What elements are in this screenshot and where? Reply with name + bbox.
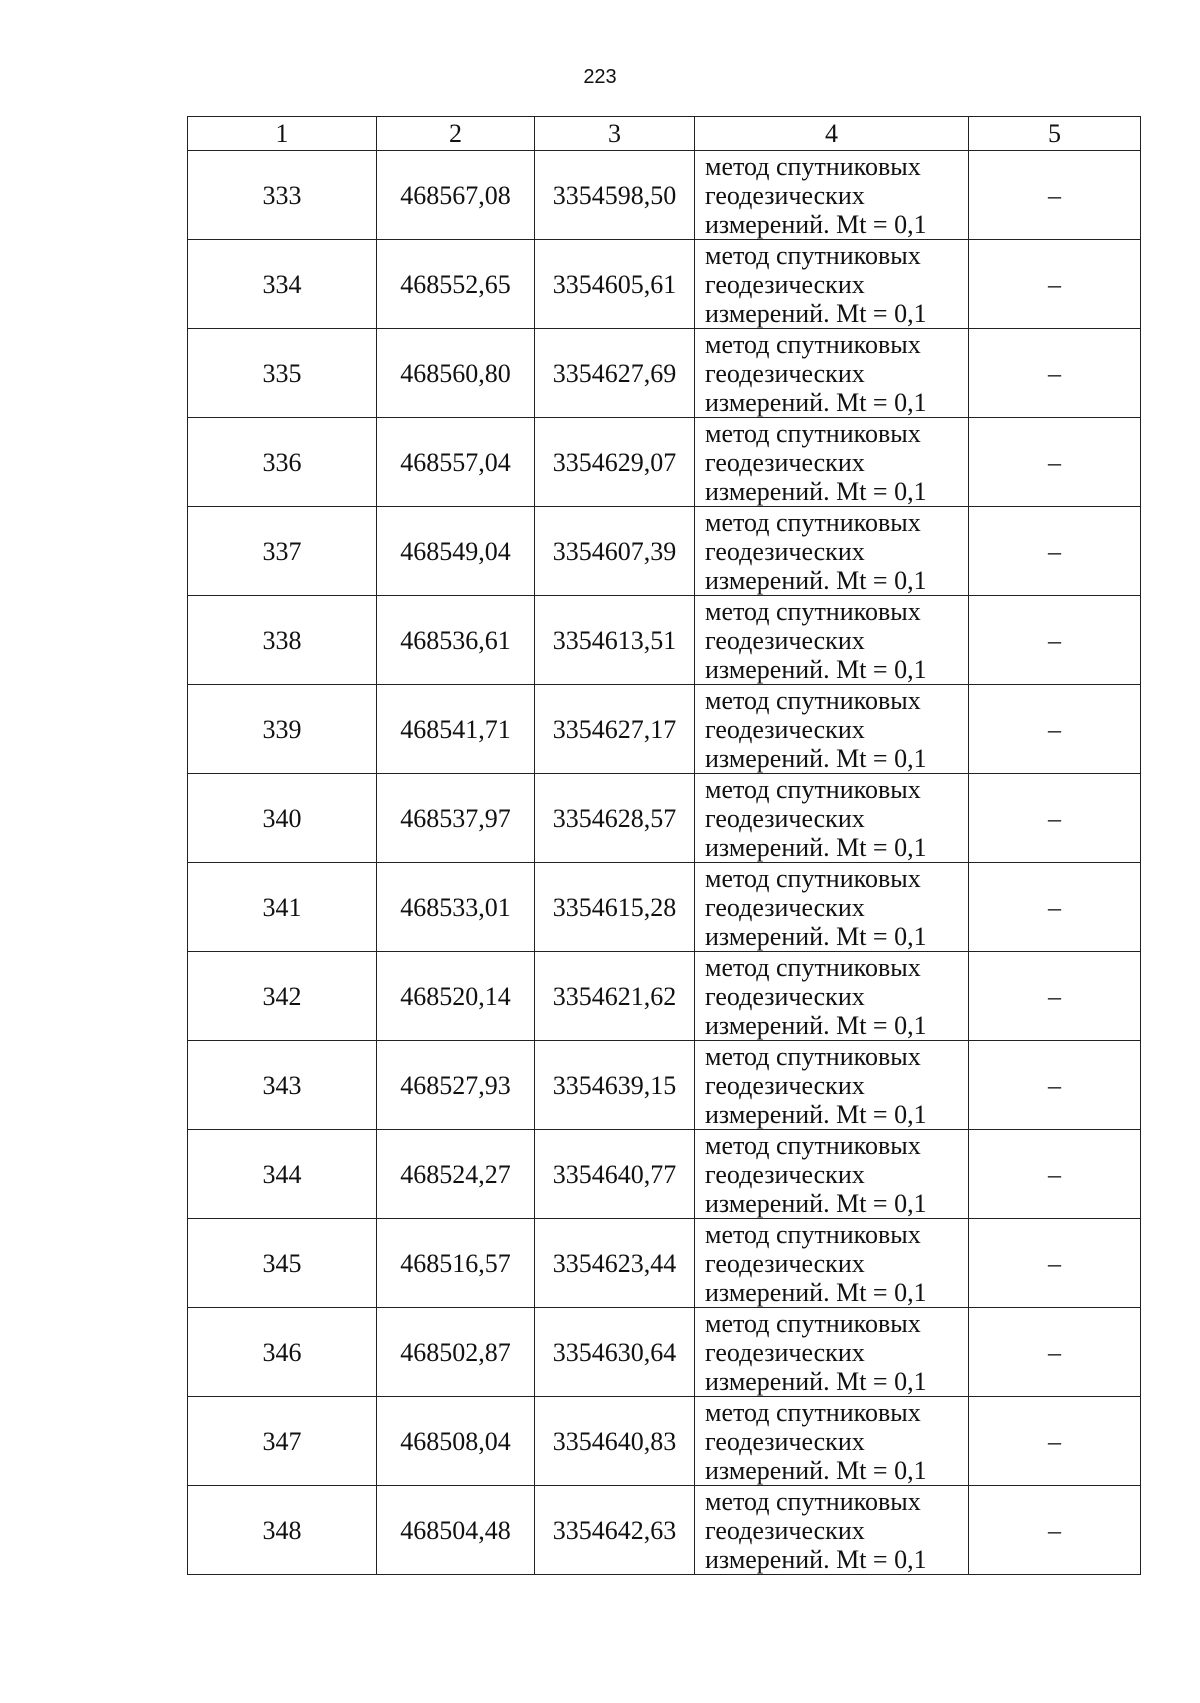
point-number-cell: 345 (188, 1219, 377, 1308)
point-number-cell: 334 (188, 240, 377, 329)
column-5-cell: – (969, 151, 1141, 240)
point-number-cell: 335 (188, 329, 377, 418)
x-coordinate-cell: 468508,04 (377, 1397, 535, 1486)
x-coordinate-cell: 468552,65 (377, 240, 535, 329)
table-row (188, 1130, 1141, 1219)
method-cell (695, 1130, 969, 1219)
x-coordinate-cell: 468524,27 (377, 1130, 535, 1219)
x-coordinate-cell: 468541,71 (377, 685, 535, 774)
column-5-cell: – (969, 1219, 1141, 1308)
point-number-cell: 344 (188, 1130, 377, 1219)
method-text-line: метод спутниковых (705, 240, 921, 270)
method-text-line: геодезических (705, 447, 865, 477)
method-text-line: метод спутниковых (705, 774, 921, 804)
table-row (188, 1308, 1141, 1397)
column-5-cell: – (969, 1308, 1141, 1397)
method-text-line: измерений. Mt = 0,1 (705, 209, 927, 239)
y-coordinate-cell: 3354639,15 (535, 1041, 695, 1130)
column-5-cell: – (969, 1486, 1141, 1575)
x-coordinate-cell: 468533,01 (377, 863, 535, 952)
method-cell (695, 1308, 969, 1397)
method-text-line: метод спутниковых (705, 1397, 921, 1427)
table-row (188, 151, 1141, 240)
method-text-line: геодезических (705, 803, 865, 833)
method-text-line: метод спутниковых (705, 418, 921, 448)
x-coordinate-cell: 468520,14 (377, 952, 535, 1041)
method-cell (695, 329, 969, 418)
method-text-line: метод спутниковых (705, 329, 921, 359)
y-coordinate-cell: 3354598,50 (535, 151, 695, 240)
x-coordinate-cell: 468537,97 (377, 774, 535, 863)
method-text-line: геодезических (705, 269, 865, 299)
method-text-line: измерений. Mt = 0,1 (705, 743, 927, 773)
x-coordinate-cell: 468567,08 (377, 151, 535, 240)
header-col-3: 3 (535, 117, 695, 151)
table-row (188, 863, 1141, 952)
method-cell (695, 418, 969, 507)
table-row (188, 1486, 1141, 1575)
y-coordinate-cell: 3354621,62 (535, 952, 695, 1041)
point-number-cell: 339 (188, 685, 377, 774)
method-cell (695, 507, 969, 596)
x-coordinate-cell: 468502,87 (377, 1308, 535, 1397)
y-coordinate-cell: 3354607,39 (535, 507, 695, 596)
method-text-line: метод спутниковых (705, 863, 921, 893)
point-number-cell: 348 (188, 1486, 377, 1575)
y-coordinate-cell: 3354630,64 (535, 1308, 695, 1397)
method-cell (695, 685, 969, 774)
method-text-line: геодезических (705, 536, 865, 566)
method-text-line: метод спутниковых (705, 1219, 921, 1249)
header-col-4: 4 (695, 117, 969, 151)
table-row (188, 1219, 1141, 1308)
method-text-line: измерений. Mt = 0,1 (705, 1455, 927, 1485)
table-row (188, 1397, 1141, 1486)
column-5-cell: – (969, 1041, 1141, 1130)
x-coordinate-cell: 468536,61 (377, 596, 535, 685)
method-text-line: метод спутниковых (705, 1041, 921, 1071)
y-coordinate-cell: 3354640,77 (535, 1130, 695, 1219)
method-text-line: метод спутниковых (705, 596, 921, 626)
x-coordinate-cell: 468560,80 (377, 329, 535, 418)
method-text-line: измерений. Mt = 0,1 (705, 1544, 927, 1574)
method-cell (695, 774, 969, 863)
column-5-cell: – (969, 329, 1141, 418)
point-number-cell: 340 (188, 774, 377, 863)
table-row (188, 507, 1141, 596)
column-5-cell: – (969, 952, 1141, 1041)
table-row (188, 774, 1141, 863)
point-number-cell: 343 (188, 1041, 377, 1130)
method-text-line: метод спутниковых (705, 151, 921, 181)
table-row (188, 596, 1141, 685)
method-text-line: измерений. Mt = 0,1 (705, 298, 927, 328)
method-text-line: измерений. Mt = 0,1 (705, 387, 927, 417)
method-cell (695, 596, 969, 685)
table-row (188, 329, 1141, 418)
method-text-line: геодезических (705, 1426, 865, 1456)
table-header (188, 117, 1141, 151)
method-text-line: геодезических (705, 1070, 865, 1100)
point-number-cell: 341 (188, 863, 377, 952)
table-row (188, 418, 1141, 507)
column-5-cell: – (969, 1397, 1141, 1486)
x-coordinate-cell: 468557,04 (377, 418, 535, 507)
method-cell (695, 1486, 969, 1575)
column-5-cell: – (969, 507, 1141, 596)
column-5-cell: – (969, 863, 1141, 952)
y-coordinate-cell: 3354615,28 (535, 863, 695, 952)
method-text-line: геодезических (705, 180, 865, 210)
method-text-line: измерений. Mt = 0,1 (705, 1099, 927, 1129)
column-5-cell: – (969, 774, 1141, 863)
method-text-line: геодезических (705, 625, 865, 655)
method-text-line: метод спутниковых (705, 952, 921, 982)
method-text-line: измерений. Mt = 0,1 (705, 476, 927, 506)
header-col-2: 2 (377, 117, 535, 151)
y-coordinate-cell: 3354627,69 (535, 329, 695, 418)
method-text-line: геодезических (705, 1159, 865, 1189)
y-coordinate-cell: 3354623,44 (535, 1219, 695, 1308)
method-text-line: измерений. Mt = 0,1 (705, 1277, 927, 1307)
method-text-line: измерений. Mt = 0,1 (705, 832, 927, 862)
method-cell (695, 952, 969, 1041)
column-5-cell: – (969, 596, 1141, 685)
y-coordinate-cell: 3354628,57 (535, 774, 695, 863)
method-text-line: измерений. Mt = 0,1 (705, 921, 927, 951)
point-number-cell: 337 (188, 507, 377, 596)
point-number-cell: 338 (188, 596, 377, 685)
method-cell (695, 240, 969, 329)
header-col-5: 5 (969, 117, 1141, 151)
x-coordinate-cell: 468504,48 (377, 1486, 535, 1575)
column-5-cell: – (969, 1130, 1141, 1219)
method-text-line: геодезических (705, 1248, 865, 1278)
method-text-line: измерений. Mt = 0,1 (705, 1366, 927, 1396)
y-coordinate-cell: 3354642,63 (535, 1486, 695, 1575)
y-coordinate-cell: 3354613,51 (535, 596, 695, 685)
x-coordinate-cell: 468527,93 (377, 1041, 535, 1130)
y-coordinate-cell: 3354640,83 (535, 1397, 695, 1486)
method-cell (695, 1219, 969, 1308)
table-row (188, 685, 1141, 774)
method-cell (695, 151, 969, 240)
method-text-line: метод спутниковых (705, 685, 921, 715)
method-text-line: геодезических (705, 981, 865, 1011)
header-row (188, 117, 1141, 151)
method-text-line: измерений. Mt = 0,1 (705, 1188, 927, 1218)
column-5-cell: – (969, 240, 1141, 329)
method-cell (695, 1397, 969, 1486)
point-number-cell: 342 (188, 952, 377, 1041)
method-text-line: геодезических (705, 714, 865, 744)
x-coordinate-cell: 468516,57 (377, 1219, 535, 1308)
point-number-cell: 347 (188, 1397, 377, 1486)
y-coordinate-cell: 3354605,61 (535, 240, 695, 329)
header-col-1: 1 (188, 117, 377, 151)
column-5-cell: – (969, 418, 1141, 507)
method-text-line: геодезических (705, 892, 865, 922)
method-text-line: геодезических (705, 1515, 865, 1545)
point-number-cell: 336 (188, 418, 377, 507)
y-coordinate-cell: 3354629,07 (535, 418, 695, 507)
x-coordinate-cell: 468549,04 (377, 507, 535, 596)
coordinates-table (187, 116, 1141, 1575)
method-text-line: метод спутниковых (705, 1486, 921, 1516)
table-body (188, 151, 1141, 1575)
method-text-line: метод спутниковых (705, 1130, 921, 1160)
column-5-cell: – (969, 685, 1141, 774)
table-row (188, 1041, 1141, 1130)
method-text-line: метод спутниковых (705, 1308, 921, 1338)
y-coordinate-cell: 3354627,17 (535, 685, 695, 774)
point-number-cell: 333 (188, 151, 377, 240)
page-number: 223 (583, 66, 617, 88)
method-text-line: метод спутниковых (705, 507, 921, 537)
method-cell (695, 863, 969, 952)
method-text-line: измерений. Mt = 0,1 (705, 1010, 927, 1040)
table-row (188, 952, 1141, 1041)
method-text-line: измерений. Mt = 0,1 (705, 654, 927, 684)
method-text-line: геодезических (705, 1337, 865, 1367)
method-cell (695, 1041, 969, 1130)
table-row (188, 240, 1141, 329)
method-text-line: геодезических (705, 358, 865, 388)
method-text-line: измерений. Mt = 0,1 (705, 565, 927, 595)
point-number-cell: 346 (188, 1308, 377, 1397)
